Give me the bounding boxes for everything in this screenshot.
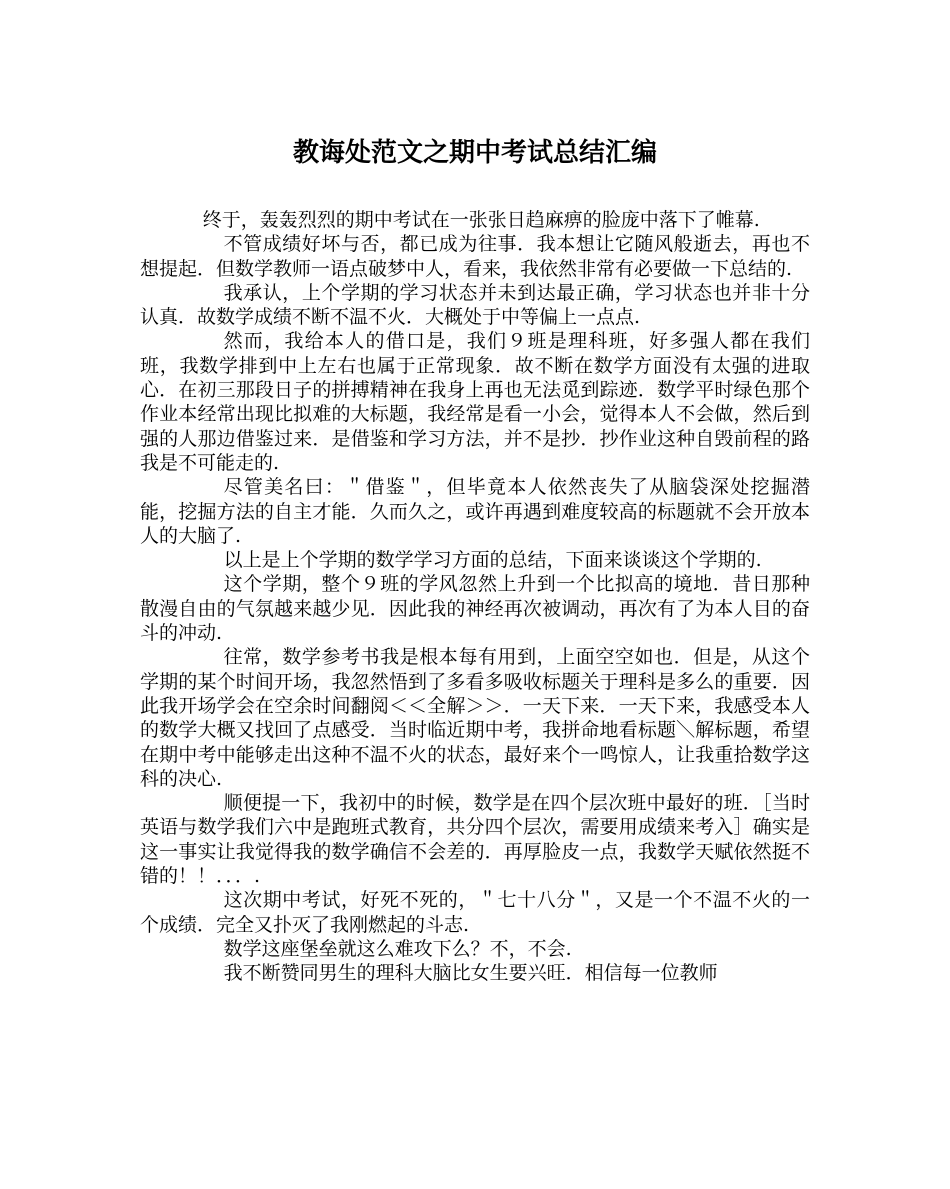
document-body xyxy=(140,208,810,986)
paragraph: 往常，数学参考书我是根本每有用到，上面空空如也．但是，从这个学期的某个时间开场，我忽然悟到了多看多吸收标题关于理科是多么的重要．因此我开场学会在空余时间翻阅＜＜全解＞＞．一天下来．一天下来，我感受本人的数学大概又找回了点感受．当时临近期中考，我拼命地看标题＼解标题，希望在期中考中能够走出这种不温不火的状态，最好来个一鸣惊人，让我重拾数学这科的决心. xyxy=(140,646,810,790)
paragraph: 这次期中考试，好死不死的，＂七十八分＂，又是一个不温不火的一个成绩．完全又扑灭了我刚燃起的斗志. xyxy=(140,889,810,936)
paragraph: 尽管美名曰：＂借鉴＂，但毕竟本人依然丧失了从脑袋深处挖掘潜能，挖掘方法的自主才能．久而久之，或许再遇到难度较高的标题就不会开放本人的大脑了. xyxy=(140,476,810,547)
paragraph: 这个学期，整个９班的学风忽然上升到一个比拟高的境地．昔日那种散漫自由的气氛越来越少见．因此我的神经再次被调动，再次有了为本人目的奋斗的冲动. xyxy=(140,573,810,645)
paragraph: 我承认，上个学期的学习状态并未到达最正确，学习状态也并非十分认真．故数学成绩不断不温不火．大概处于中等偏上一点点. xyxy=(140,281,810,329)
paragraph: 然而，我给本人的借口是，我们９班是理科班，好多强人都在我们班，我数学排到中上左右也属于正常现象．故不断在数学方面没有太强的进取心．在初三那段日子的拼搏精神在我身上再也无法觅到踪迹．数学平时绿色那个作业本经常出现比拟难的大标题，我经常是看一小会，觉得本人不会做，然后到强的人那边借鉴过来．是借鉴和学习方法，并不是抄．抄作业这种自毁前程的路我是不可能走的. xyxy=(140,330,810,474)
paragraph: 以上是上个学期的数学学习方面的总结，下面来谈谈这个学期的. xyxy=(223,549,762,572)
paragraph: 顺便提一下，我初中的时候，数学是在四个层次班中最好的班．［当时英语与数学我们六中是跑班式教育，共分四个层次，需要用成绩来考入］确实是这一事实让我觉得我的数学确信不会差的．再厚脸皮一点，我数学天赋依然挺不错的！！．．．. xyxy=(140,792,810,888)
paragraph: 我不断赞同男生的理科大脑比女生要兴旺．相信每一位教师 xyxy=(223,962,718,985)
document-title: 教诲处范文之期中考试总结汇编 xyxy=(292,138,657,168)
paragraph: 终于，轰轰烈烈的期中考试在一张张日趋麻痹的脸庞中落下了帷幕. xyxy=(202,209,760,231)
paragraph: 不管成绩好坏与否，都已成为往事．我本想让它随风般逝去，再也不想提起．但数学教师一语点破梦中人，看来，我依然非常有必要做一下总结的. xyxy=(140,233,810,280)
paragraph: 数学这座堡垒就这么难攻下么？不，不会. xyxy=(223,937,572,960)
